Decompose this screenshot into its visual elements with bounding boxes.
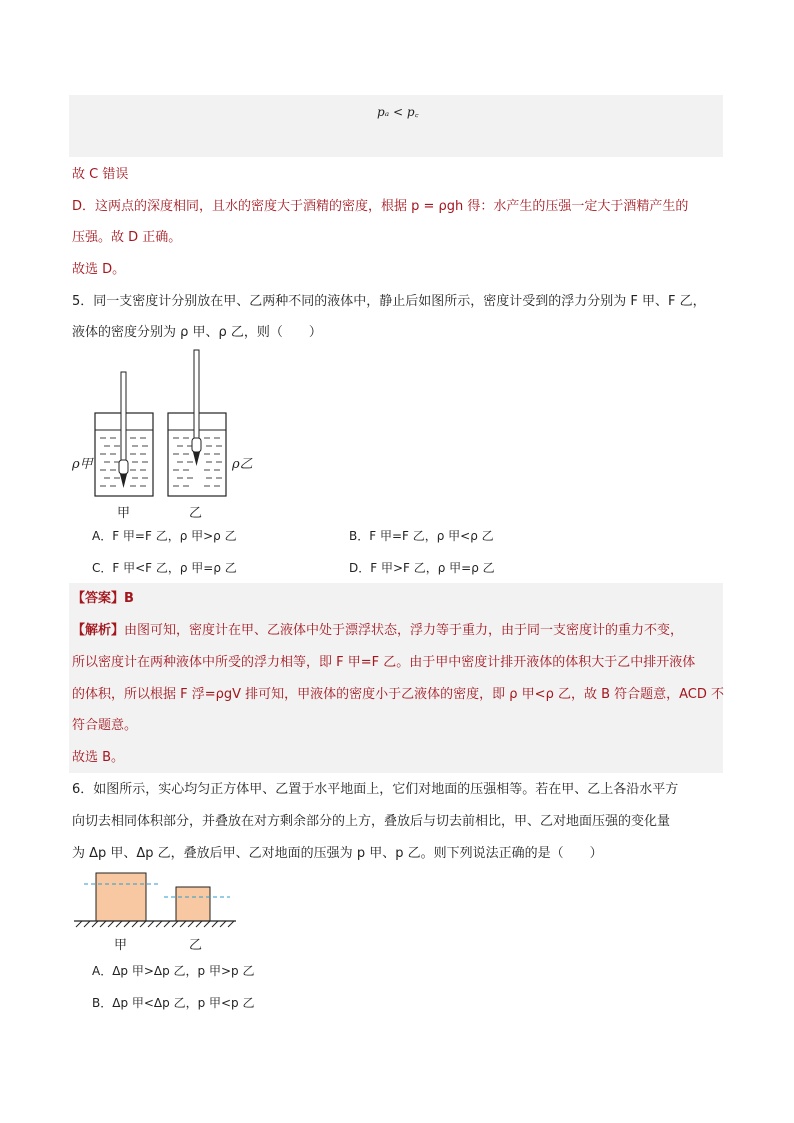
analysis-label: 【解析】 xyxy=(72,623,125,638)
answer-value: B xyxy=(124,591,134,606)
q6-stem-line3: 为 Δp 甲、Δp 乙，叠放后甲、乙对地面的压强为 p 甲、p 乙。则下列说法正确的是（ ） xyxy=(72,846,603,861)
hydrometer-figure xyxy=(70,340,270,520)
analysis-text1: 由图可知，密度计在甲、乙液体中处于漂浮状态，浮力等于重力，由于同一支密度计的重力不变， xyxy=(124,623,684,638)
fig5-label-left: 甲 xyxy=(117,506,131,521)
q5-option-b[interactable]: B．F 甲=F 乙，ρ 甲<ρ 乙 xyxy=(349,529,494,543)
q4-d-line1: D．这两点的深度相同，且水的密度大于酒精的密度，根据 p = ρgh 得：水产生的压强一定大于酒精产生的 xyxy=(72,199,689,214)
q6-stem-line2: 向切去相同体积部分，并叠放在对方剩余部分的上方，叠放后与切去前相比，甲、乙对地面压强的变化量 xyxy=(72,814,671,829)
q6-option-a[interactable]: A．Δp 甲>Δp 乙，p 甲>p 乙 xyxy=(92,964,255,978)
q5-stem-line2: 液体的密度分别为 ρ 甲、ρ 乙，则（ ） xyxy=(72,325,322,340)
cube-yi xyxy=(176,887,210,921)
q4-d-line2: 压强。故 D 正确。 xyxy=(72,230,182,245)
q5-option-a[interactable]: A．F 甲=F 乙，ρ 甲>ρ 乙 xyxy=(92,529,237,543)
q6-option-b[interactable]: B．Δp 甲<Δp 乙，p 甲<p 乙 xyxy=(92,996,255,1010)
density-left-label: ρ甲 xyxy=(72,457,93,472)
cubes-figure xyxy=(70,866,250,936)
beaker-left xyxy=(95,372,153,496)
beaker-right xyxy=(168,350,226,496)
fig5-label-right: 乙 xyxy=(189,506,203,521)
answer-block xyxy=(69,583,723,773)
answer-label: 【答案】 xyxy=(72,591,125,606)
q6-stem-line1: 6．如图所示，实心均匀正方体甲、乙置于水平地面上，它们对地面的压强相等。若在甲、乙上各沿水平方 xyxy=(72,782,679,797)
analysis-line3: 的体积，所以根据 F 浮=ρgV 排可知，甲液体的密度小于乙液体的密度，即 ρ 甲<ρ 乙，故 B 符合题意，ACD 不 xyxy=(72,687,725,702)
q5-option-c[interactable]: C．F 甲<F 乙，ρ 甲=ρ 乙 xyxy=(92,561,237,575)
q5-option-d[interactable]: D．F 甲>F 乙，ρ 甲=ρ 乙 xyxy=(349,561,495,575)
analysis-line2: 所以密度计在两种液体中所受的浮力相等，即 F 甲=F 乙。由于甲中密度计排开液体的体积大于乙中排开液体 xyxy=(72,655,696,670)
answer-line xyxy=(72,590,134,608)
fig6-label-right: 乙 xyxy=(189,938,203,953)
analysis-line4: 符合题意。 xyxy=(72,718,138,733)
q5-conclusion: 故选 B。 xyxy=(72,750,125,765)
density-right-label: ρ乙 xyxy=(232,457,253,472)
q5-stem-line1: 5．同一支密度计分别放在甲、乙两种不同的液体中，静止后如图所示，密度计受到的浮力分别为 F 甲、F 乙， xyxy=(72,294,706,309)
q4-c-wrong: 故 C 错误 xyxy=(72,167,129,182)
q4-conclusion: 故选 D。 xyxy=(72,262,126,277)
analysis-line1 xyxy=(72,622,683,640)
fig6-label-left: 甲 xyxy=(114,938,128,953)
formula-pa-lt-pc: pₐ < p꜀ xyxy=(377,105,419,119)
cube-jia xyxy=(96,873,146,921)
